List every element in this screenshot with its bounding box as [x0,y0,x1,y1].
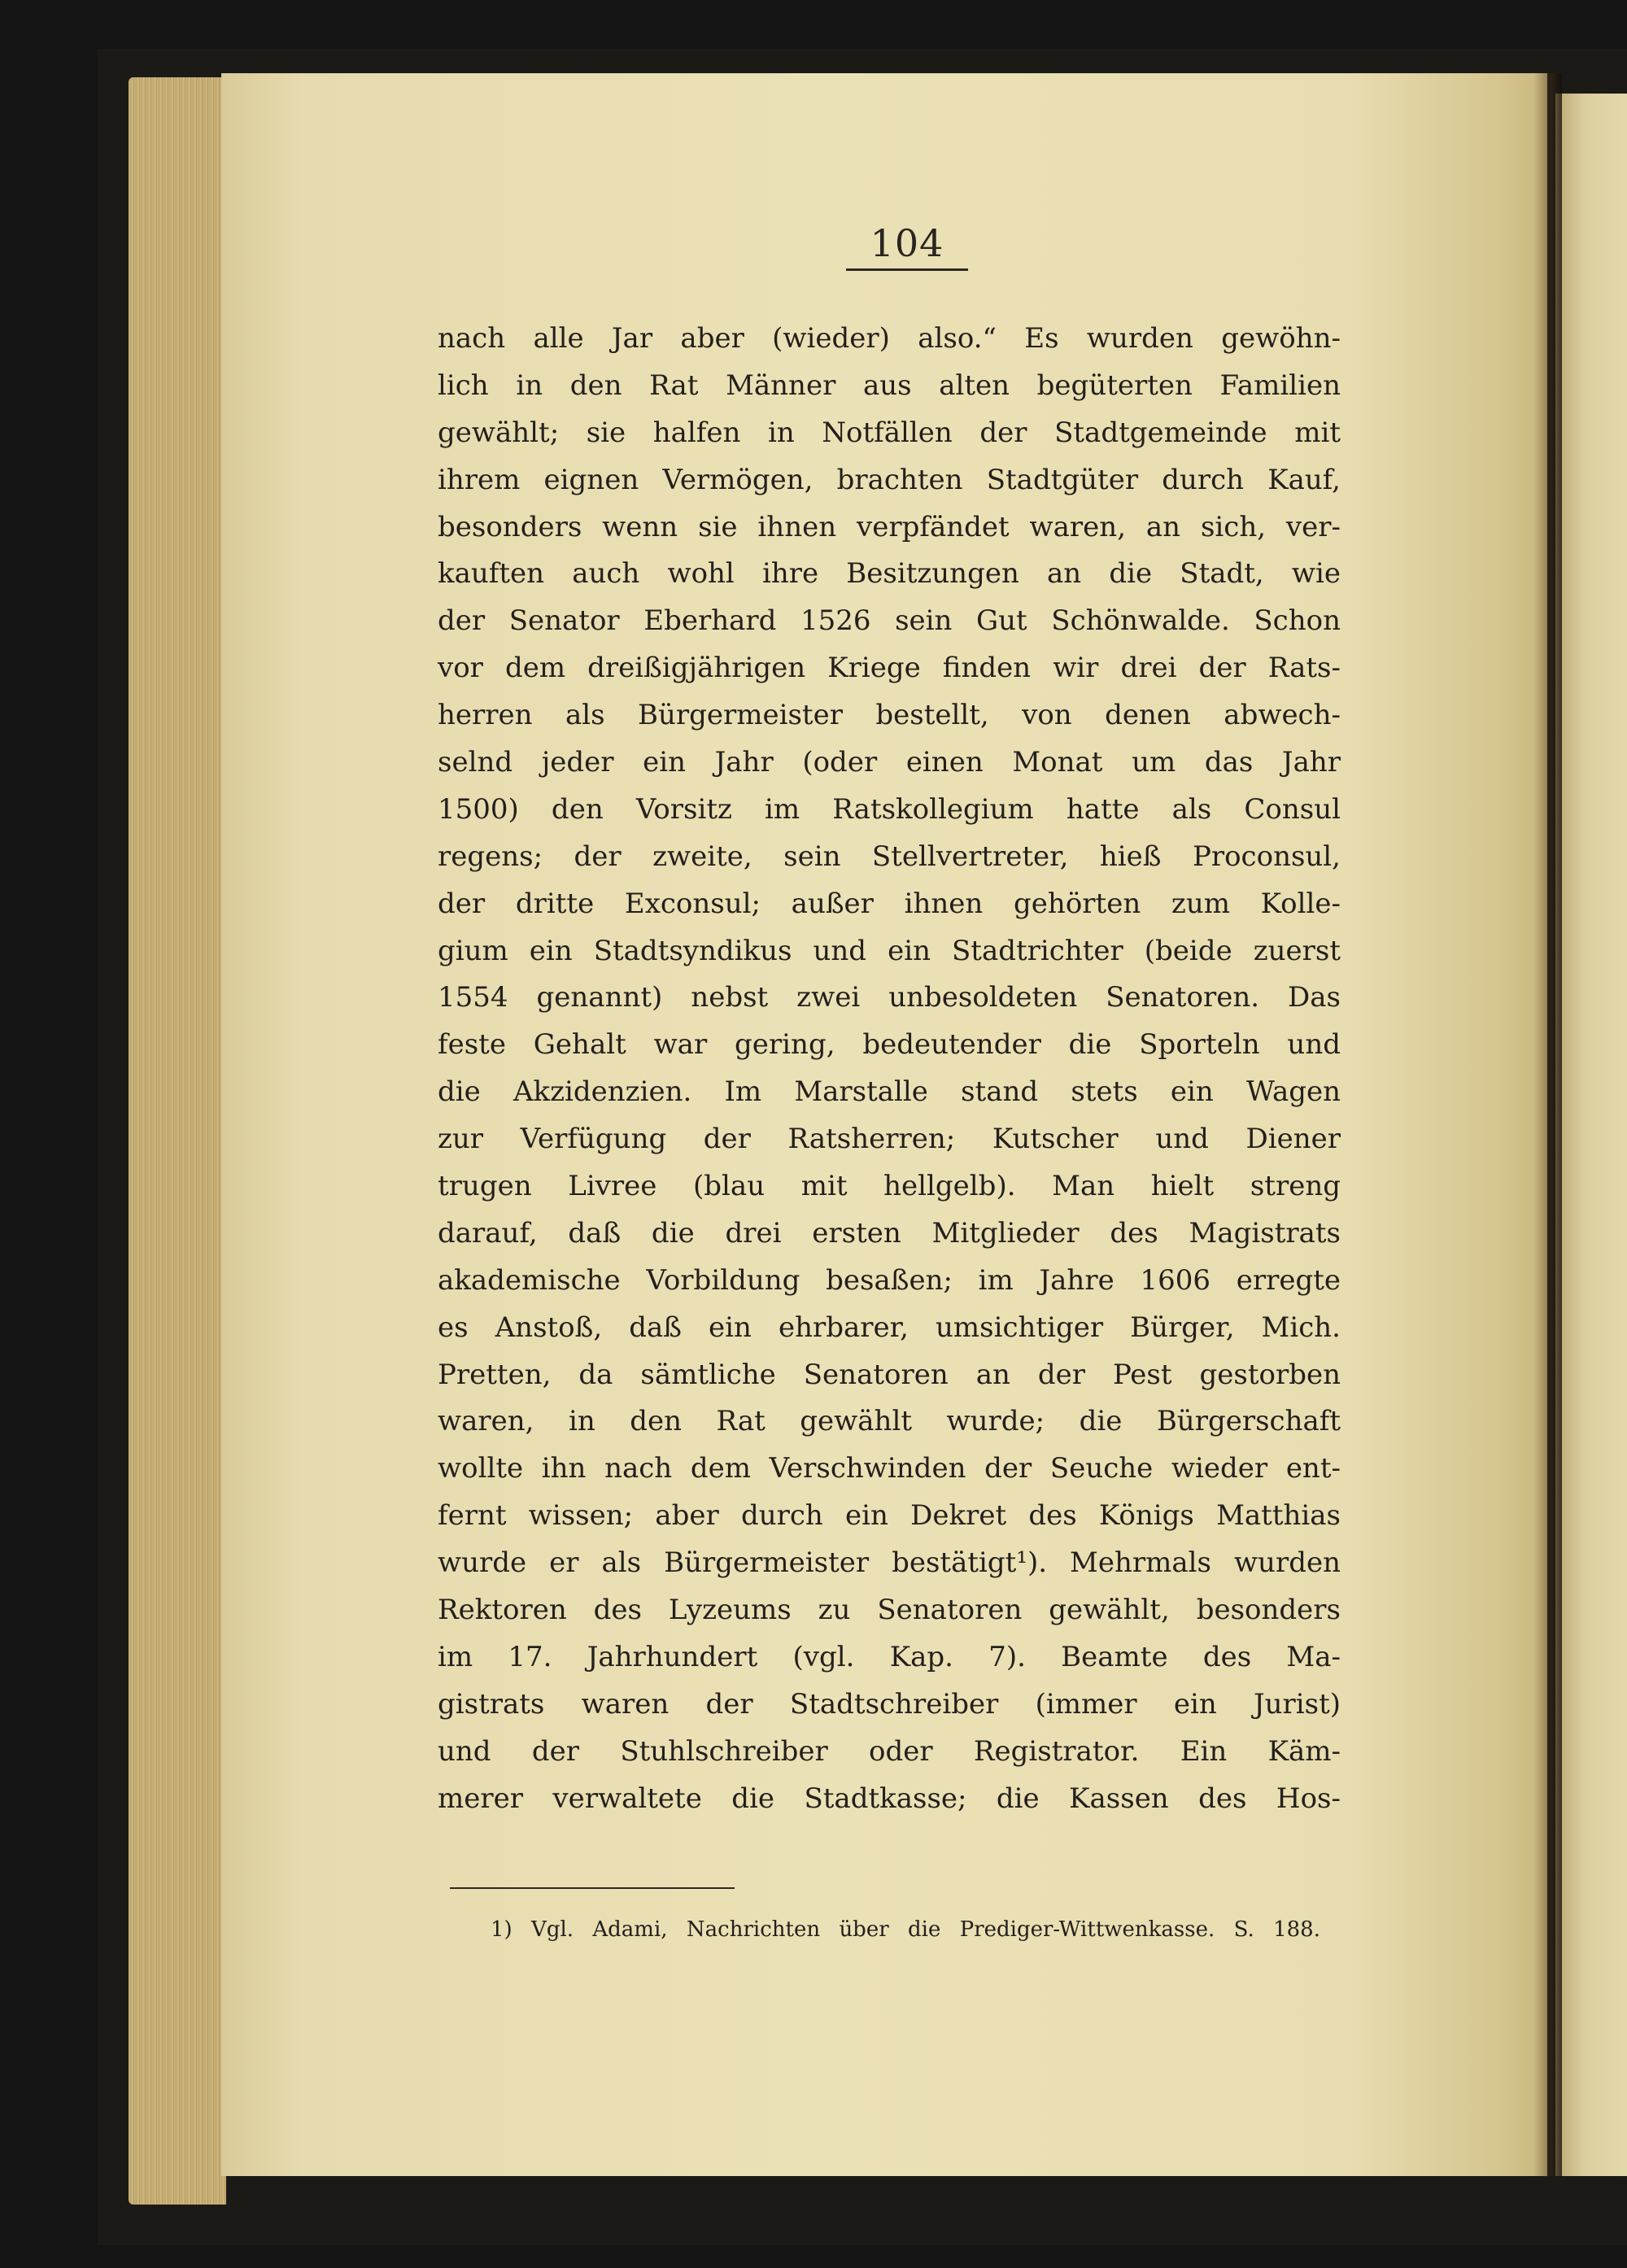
text-line: Pretten, da sämtliche Senatoren an der Pest gestorben [438,1358,1341,1391]
text-line: wurde er als Bürgermeister bestätigt¹). Mehrmals wurden [438,1546,1341,1580]
facing-page-edge [1555,94,1627,2176]
text-line: regens; der zweite, sein Stellvertreter, hieß Proconsul, [438,840,1341,873]
text-line: herren als Bürgermeister bestellt, von denen abwech- [438,699,1341,732]
page-edges [129,77,226,2205]
page-number: 104 [870,221,944,265]
text-line: kauften auch wohl ihre Besitzungen an die Stadt, wie [438,557,1341,591]
text-line: akademische Vorbildung besaßen; im Jahre 1606 erregte [438,1263,1341,1297]
footnote-rule [450,1887,735,1889]
page-number-rule [846,268,968,271]
footnote: 1) Vgl. Adami, Nachrichten über die Prediger-Wittwenkasse. S. 188. [491,1917,1320,1942]
text-line: 1554 genannt) nebst zwei unbesoldeten Senatoren. Das [438,981,1341,1014]
text-line: fernt wissen; aber durch ein Dekret des Königs Matthias [438,1499,1341,1533]
text-line: selnd jeder ein Jahr (oder einen Monat um das Jahr [438,746,1341,779]
text-line: und der Stuhlschreiber oder Registrator. Ein Käm- [438,1734,1341,1768]
text-line: wollte ihn nach dem Verschwinden der Seuche wieder ent- [438,1452,1341,1485]
text-line: gewählt; sie halfen in Notfällen der Stadtgemeinde mit [438,416,1341,449]
text-line: darauf, daß die drei ersten Mitglieder des Magistrats [438,1216,1341,1250]
text-line: lich in den Rat Männer aus alten begüterten Familien [438,369,1341,402]
text-line: gium ein Stadtsyndikus und ein Stadtrichter (beide zuerst [438,934,1341,967]
gutter-shadow [1533,73,1562,2176]
text-line: trugen Livree (blau mit hellgelb). Man hielt streng [438,1170,1341,1203]
text-line: ihrem eignen Vermögen, brachten Stadtgüter durch Kauf, [438,463,1341,496]
text-line: es Anstoß, daß ein ehrbarer, umsichtiger Bürger, Mich. [438,1311,1341,1344]
text-line: der Senator Eberhard 1526 sein Gut Schönwalde. Schon [438,604,1341,638]
text-line: merer verwaltete die Stadtkasse; die Kassen des Hos- [438,1782,1341,1815]
text-line: der dritte Exconsul; außer ihnen gehörten zum Kolle- [438,887,1341,920]
text-line: die Akzidenzien. Im Marstalle stand stets ein Wagen [438,1075,1341,1109]
text-line: waren, in den Rat gewählt wurde; die Bürgerschaft [438,1405,1341,1438]
text-line: zur Verfügung der Ratsherren; Kutscher und Diener [438,1123,1341,1156]
text-line: 1500) den Vorsitz im Ratskollegium hatte als Consul [438,792,1341,826]
text-line: vor dem dreißigjährigen Kriege finden wir drei der Rats- [438,652,1341,685]
body-text [438,316,1341,1823]
text-line: besonders wenn sie ihnen verpfändet waren, an sich, ver- [438,510,1341,543]
text-line: Rektoren des Lyzeums zu Senatoren gewählt, besonders [438,1594,1341,1627]
text-line: gistrats waren der Stadtschreiber (immer ein Jurist) [438,1687,1341,1721]
text-line: feste Gehalt war gering, bedeutender die Sporteln und [438,1028,1341,1062]
text-line: nach alle Jar aber (wieder) also.“ Es wurden gewöhn- [438,322,1341,355]
text-line: im 17. Jahrhundert (vgl. Kap. 7). Beamte des Ma- [438,1640,1341,1673]
